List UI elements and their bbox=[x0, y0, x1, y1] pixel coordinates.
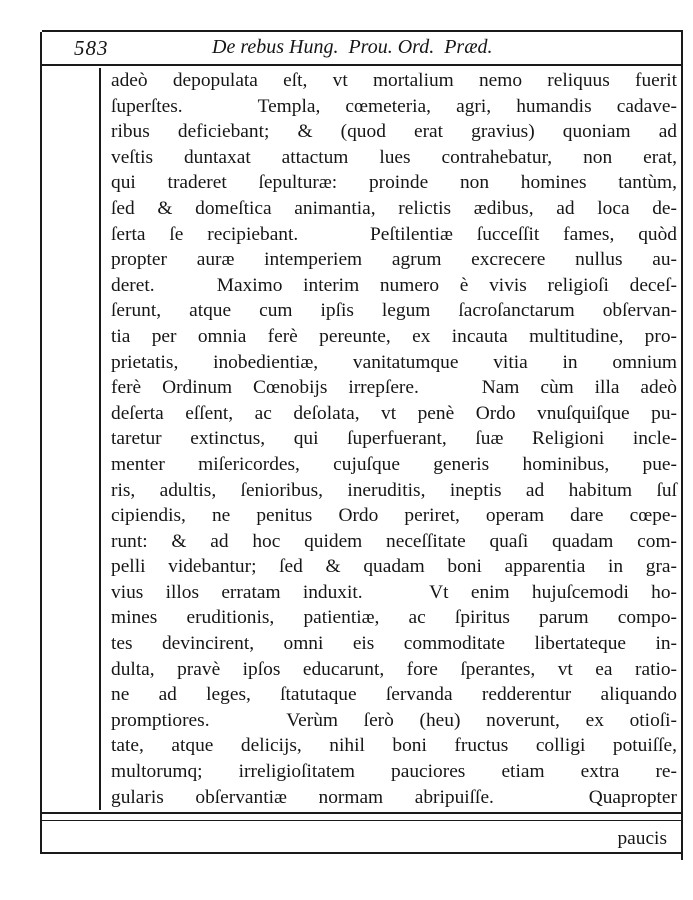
text-line: prietatis, inobedientiæ, vanitatumque vitia in omnium bbox=[111, 351, 677, 373]
footer-rule-thin bbox=[42, 820, 683, 821]
main-text-block bbox=[111, 68, 677, 810]
text-line: ferè Ordinum Cœnobijs irrepſere. Nam cùm illa adeò bbox=[111, 377, 677, 399]
text-line: pelli videbantur; ſed & quadam boni apparentia in gra- bbox=[111, 556, 677, 578]
text-line: ſerunt, atque cum ipſis legum ſacroſanctarum obſervan- bbox=[111, 300, 677, 322]
catchword: paucis bbox=[617, 828, 667, 849]
text-line: ſerta ſe recipiebant. Peſtilentiæ ſucceſſit fames, quòd bbox=[111, 223, 677, 245]
text-line: ris, adultis, ſenioribus, ineruditis, ineptis ad habitum ſuſ bbox=[111, 479, 677, 501]
header-rule bbox=[42, 64, 683, 66]
text-line: ſed & domeſtica animantia, relictis ædibus, ad loca de- bbox=[111, 197, 677, 219]
text-line: multorumq; irreligioſitatem pauciores etiam extra re- bbox=[111, 761, 677, 783]
text-line: veſtis duntaxat attactum lues contrahebatur, non erat, bbox=[111, 146, 677, 168]
left-text-rule bbox=[99, 68, 101, 810]
text-line: promptiores. Verùm ſerò (heu) noverunt, ex otioſi- bbox=[111, 709, 677, 731]
text-line: propter auræ intemperiem agrum excrecere nullus au- bbox=[111, 249, 677, 271]
bottom-border-rule bbox=[42, 852, 683, 854]
text-line: gularis obſervantiæ normam abripuiſſe. Quapropter bbox=[111, 786, 677, 808]
text-line: ſuperſtes. Templa, cœmeteria, agri, humandis cadave- bbox=[111, 95, 677, 117]
text-line: tate, atque delicijs, nihil boni fructus colligi potuiſſe, bbox=[111, 735, 677, 757]
footer-rule bbox=[42, 812, 683, 814]
text-line: mines eruditionis, patientiæ, ac ſpiritus parum compo- bbox=[111, 607, 677, 629]
text-line: tia per omnia ferè pereunte, ex incauta multitudine, pro- bbox=[111, 325, 677, 347]
text-line: qui traderet ſepulturæ: proinde non homines tantùm, bbox=[111, 172, 677, 194]
text-line: ribus deficiebant; & (quod erat gravius) quoniam ad bbox=[111, 121, 677, 143]
text-line: cipiendis, ne penitus Ordo periret, operam dare cœpe- bbox=[111, 505, 677, 527]
text-line: runt: & ad hoc quidem neceſſitate quaſi quadam com- bbox=[111, 530, 677, 552]
text-line: adeò depopulata eſt, vt mortalium nemo reliquus fuerit bbox=[111, 70, 677, 91]
text-line: deſerta eſſent, ac deſolata, vt penè Ordo vnuſquiſque pu- bbox=[111, 402, 677, 424]
text-line: vius illos erratam induxit. Vt enim hujuſcemodi ho- bbox=[111, 581, 677, 603]
text-line: taretur extinctus, qui ſuperfuerant, ſuæ Religioni incle- bbox=[111, 428, 677, 450]
text-line: tes devincirent, omni eis commoditate libertateque in- bbox=[111, 633, 677, 655]
right-border-rule bbox=[681, 30, 683, 860]
text-line: menter miſericordes, cujuſque generis hominibus, pue- bbox=[111, 453, 677, 475]
page-number: 583 bbox=[74, 36, 109, 60]
top-border-rule bbox=[42, 30, 683, 32]
text-line: ne ad leges, ſtatutaque ſervanda redderentur aliquando bbox=[111, 684, 677, 706]
text-line: deret. Maximo interim numero è vivis religioſi deceſ- bbox=[111, 274, 677, 296]
left-outer-rule bbox=[40, 32, 42, 854]
running-title: De rebus Hung. Prou. Ord. Præd. bbox=[212, 36, 493, 58]
text-line: dulta, pravè ipſos educarunt, fore ſperantes, vt ea ratio- bbox=[111, 658, 677, 680]
